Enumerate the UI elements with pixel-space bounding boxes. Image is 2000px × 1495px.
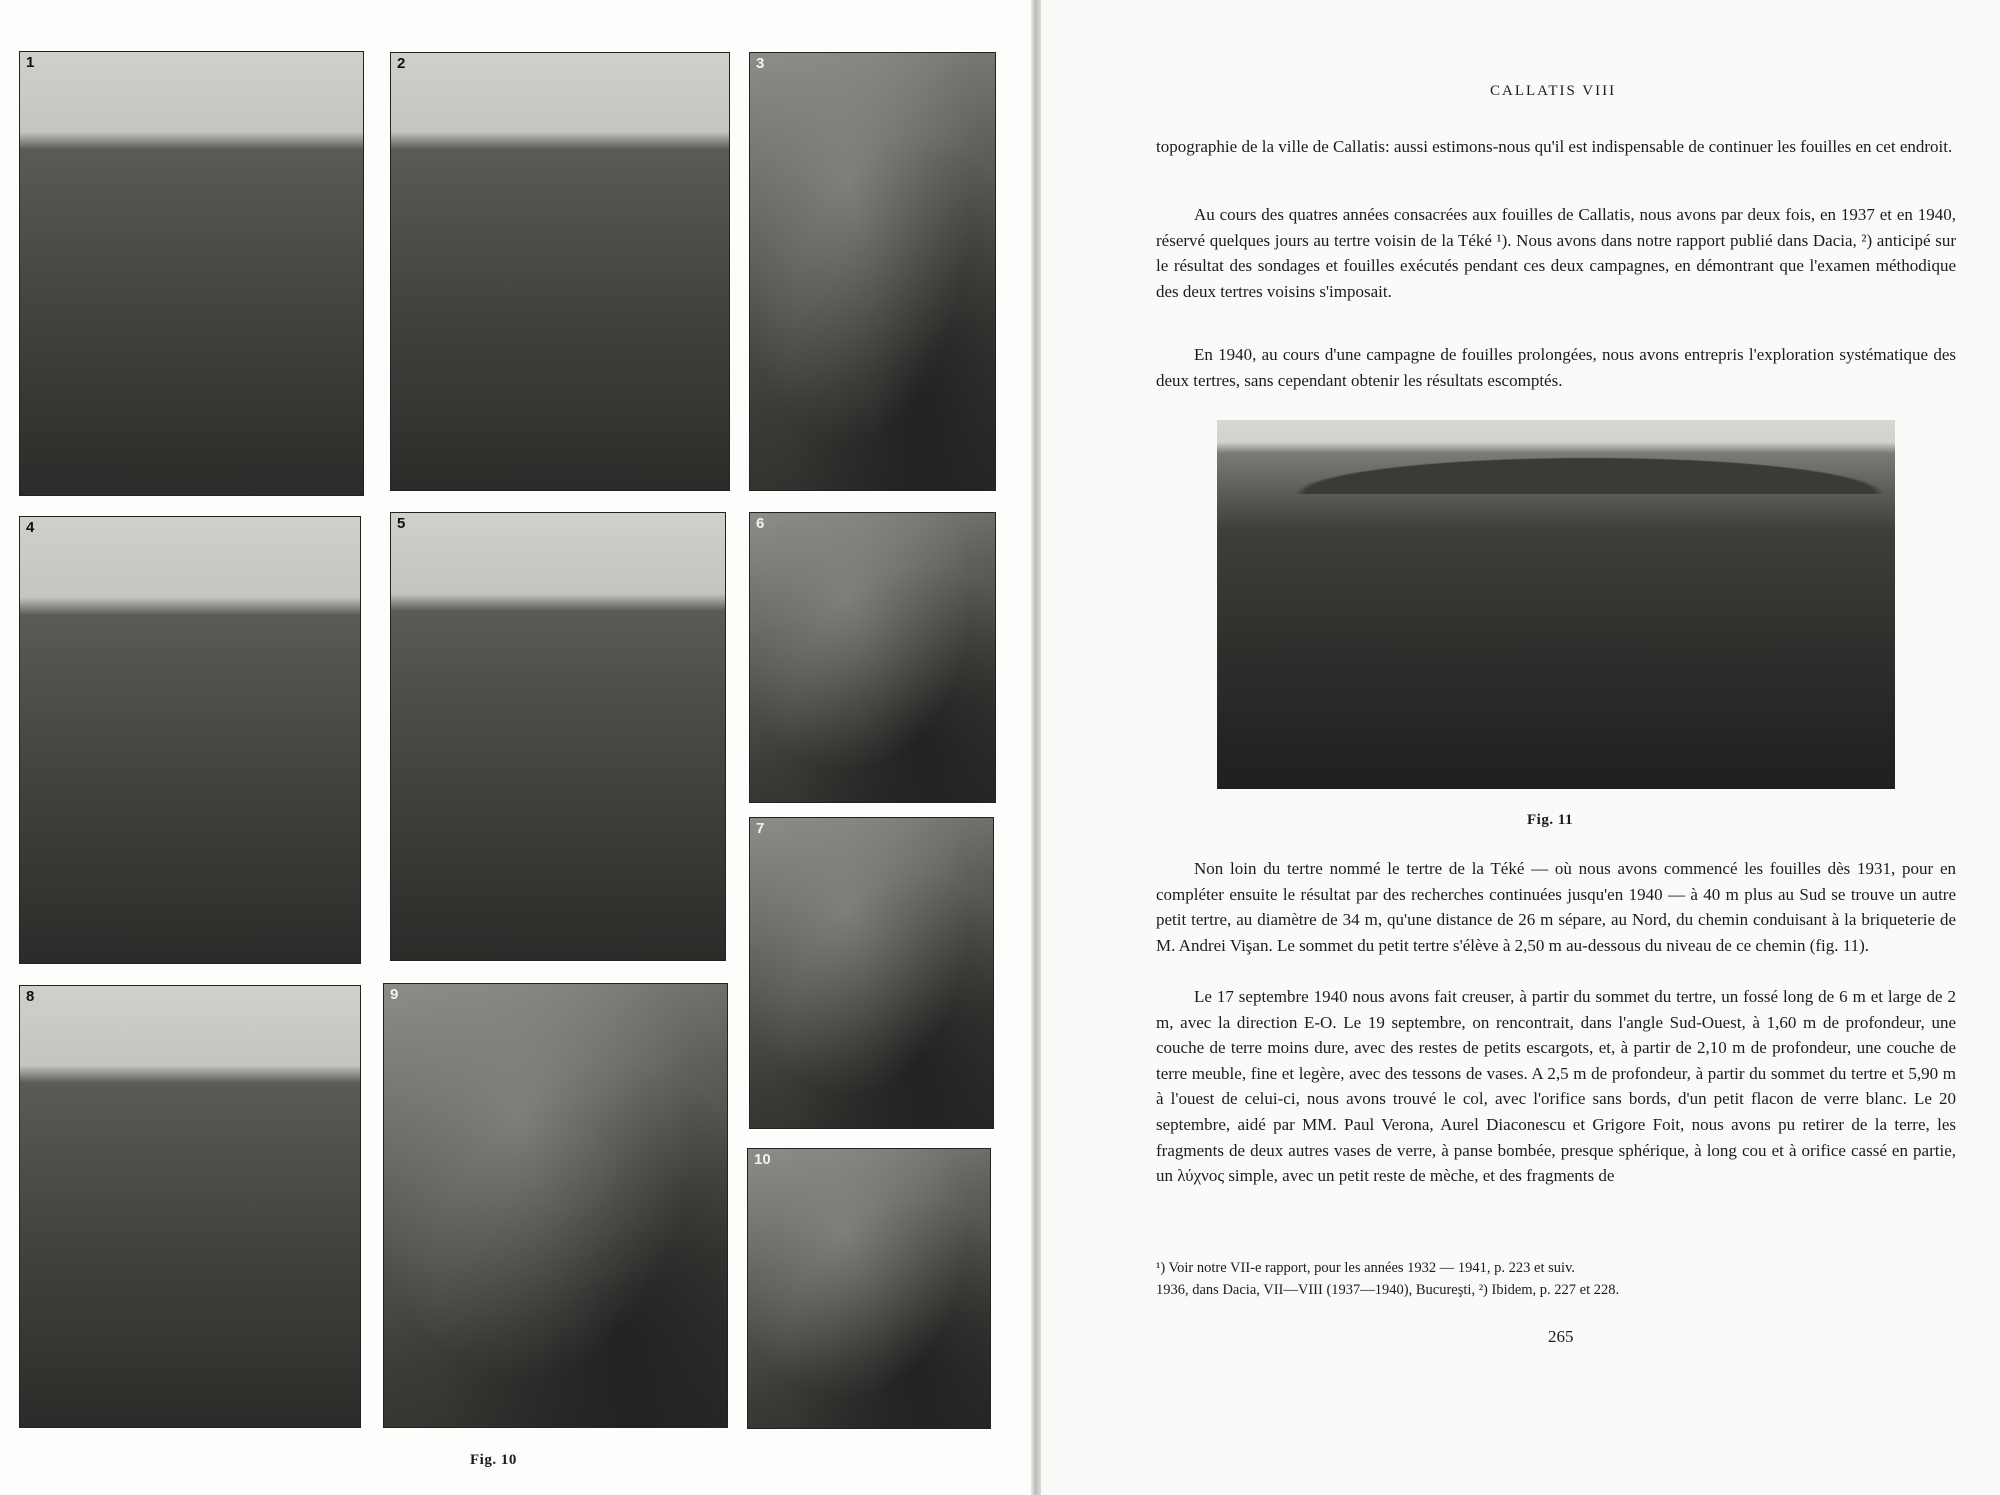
plate-photo-8 [20, 986, 360, 1427]
figure-11-caption: Fig. 11 [1527, 812, 1574, 828]
photo-number: 10 [754, 1151, 771, 1168]
plate-photo-7 [750, 818, 993, 1128]
plate-photo-6 [750, 513, 995, 802]
plate-photo-5 [391, 513, 725, 960]
footnote-1: ¹) Voir notre VII-e rapport, pour les années 1932 — 1941, p. 223 et suiv. [1156, 1260, 1575, 1276]
photo-number: 1 [26, 54, 35, 71]
paragraph: Au cours des quatres années consacrées aux fouilles de Callatis, nous avons par deux fois, en 1937 et en 1940, réservé quelques jours au tertre voisin de la Téké ¹). Nous avons dans notre rapport publié dans Dacia, ²) anticipé sur le résultat des sondages et fouilles exécutés pendant ces deux campagnes, en démontrant que l'examen méthodique des deux tertres voisins s'imposait. [1156, 205, 1956, 301]
photo-number: 4 [26, 519, 35, 536]
photo-number: 7 [756, 820, 765, 837]
paragraph: Le 17 septembre 1940 nous avons fait creuser, à partir du sommet du tertre, un fossé long de 6 m et large de 2 m, avec la direction E-O. Le 19 septembre, on rencontrait, dans l'angle Sud-Ouest, à 1,60 m de profondeur, une couche de terre moins dure, avec des restes de petits escargots, et, à partir de 2,10 m de profondeur, une couche de terre meuble, fine et legère, avec des tessons de vases. A 2,5 m de profondeur, à partir du sommet du tertre et 5,90 m à l'ouest de celui-ci, nous avons trouvé le col, avec l'orifice sans bords, d'un petit flacon de verre blanc. Le 20 septembre, aidé par MM. Paul Verona, Aurel Diaconescu et Grigore Foit, nous avons pu retirer de la terre, les fragments de deux autres vases de verre, à panse bombée, presque sphérique, à long cou et à orifice cassé en partie, un λύχνος simple, avec un petit reste de mèche, et des fragments de [1156, 987, 1956, 1186]
plate-photo-9 [384, 984, 727, 1427]
figure-11-photo [1217, 420, 1895, 789]
plate-photo-2 [391, 53, 729, 490]
running-head: CALLATIS VIII [1490, 83, 1617, 99]
paragraph: En 1940, au cours d'une campagne de fouilles prolongées, nous avons entrepris l'exploration systématique des deux tertres, sans cependant obtenir les résultats escomptés. [1156, 345, 1956, 390]
photo-number: 6 [756, 515, 765, 532]
figure-10-caption: Fig. 10 [470, 1452, 517, 1468]
plate-photo-10 [748, 1149, 990, 1428]
plate-photo-4 [20, 517, 360, 963]
page-number: 265 [1548, 1327, 1574, 1346]
book-gutter [1031, 0, 1041, 1495]
paragraph: Non loin du tertre nommé le tertre de la Téké — où nous avons commencé les fouilles dès 1931, pour en compléter ensuite le résultat par des recherches continuées jusqu'en 1940 — à 40 m plus au Sud se trouve un autre petit tertre, au diamètre de 34 m, qu'une distance de 26 m sépare, au Nord, du chemin conduisant à la briqueterie de M. Andrei Vişan. Le sommet du petit tertre s'élève à 2,50 m au-dessous du niveau de ce chemin (fig. 11). [1156, 859, 1956, 955]
footnote-2: 1936, dans Dacia, VII—VIII (1937—1940), Bucureşti, ²) Ibidem, p. 227 et 228. [1156, 1282, 1620, 1298]
plate-photo-1 [20, 52, 363, 495]
photo-number: 9 [390, 986, 399, 1003]
photo-number: 8 [26, 988, 35, 1005]
photo-number: 3 [756, 55, 765, 72]
paragraph: topographie de la ville de Callatis: aussi estimons-nous qu'il est indispensable de continuer les fouilles en cet endroit. [1156, 137, 1953, 156]
plate-photo-3 [750, 53, 995, 490]
photo-number: 2 [397, 55, 406, 72]
photo-number: 5 [397, 515, 406, 532]
